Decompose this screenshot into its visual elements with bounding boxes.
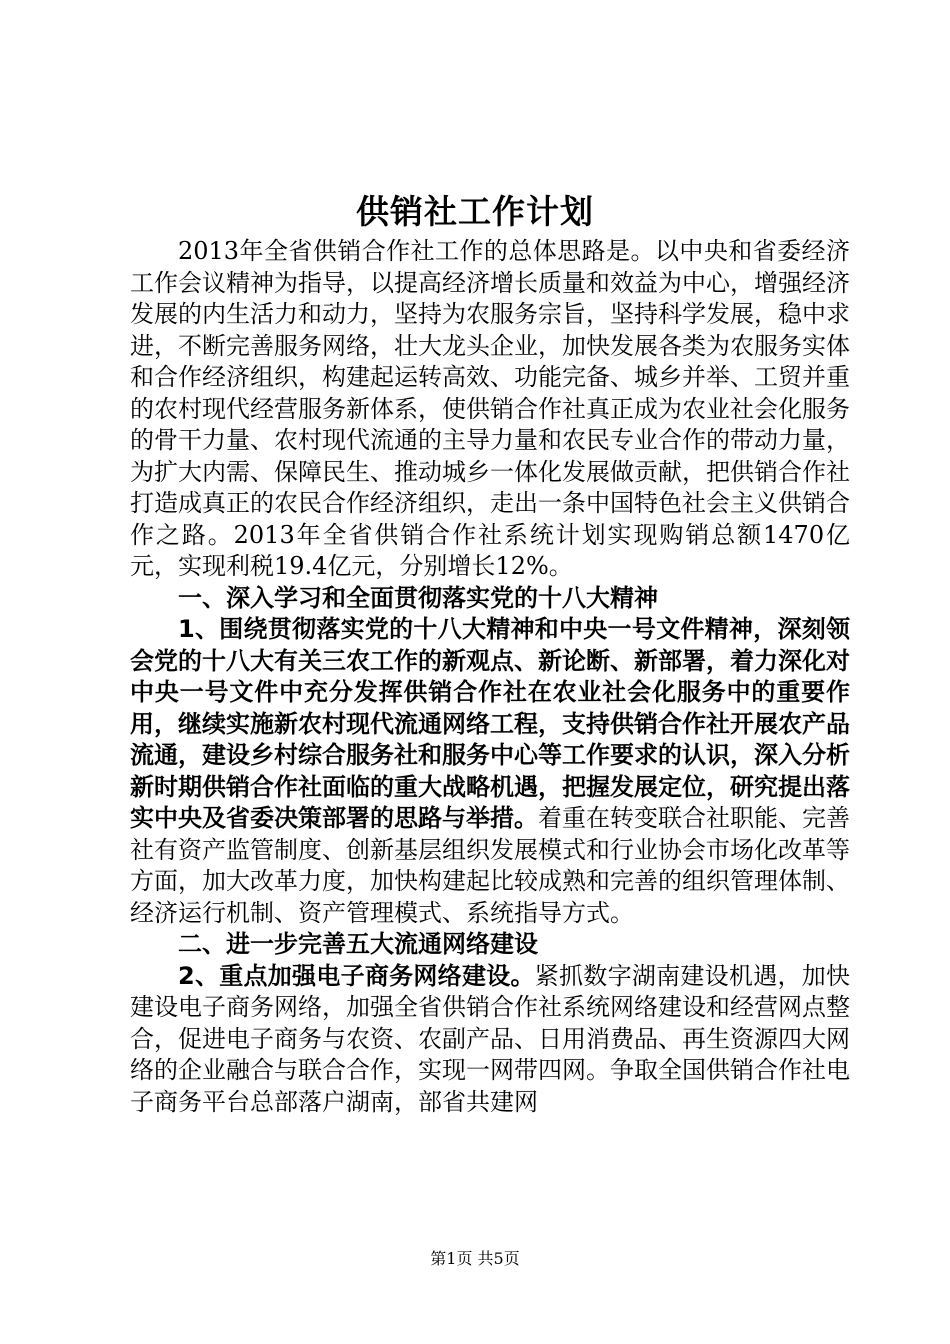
item-1-bold-text: 1、围绕贯彻落实党的十八大精神和中央一号文件精神，深刻领会党的十八大有关三农工作的新观点、新论断、新部署，着力深化对中央一号文件中充分发挥供销合作社在农业社会化服务中的重要作用，继续实施新农村现代流通网络工程，支持供销合作社开展农产品流通，建设乡村综合服务社和服务中心等工作要求的认识，深入分析新时期供销合作社面临的重大战略机遇，把握发展定位，研究提出落实中央及省委决策部署的思路与举措。 [130,615,850,832]
item-1-text: 着重在转变联合社职能、完善社有资产监管制度、创新基层组织发展模式和行业协会市场化改革等方面，加大改革力度，加快构建起比较成熟和完善的组织管理体制、经济运行机制、资产管理模式、系统指导方式。 [130,804,850,927]
item-2-text: 紧抓数字湖南建设机遇，加快建设电子商务网络，加强全省供销合作社系统网络建设和经营网点整合，促进电子商务与农资、农副产品、日用消费品、再生资源四大网络的企业融合与联合合作，实现一网带四网。争取全国供销合作社电子商务平台总部落户湖南，部省共建网 [130,961,851,1116]
document-title: 供销社工作计划 [356,192,594,231]
item-2-bold-text: 2、重点加强电子商务网络建设。 [178,961,535,990]
page-footer: 第1页 共5页 [430,1249,520,1268]
item-1-paragraph [130,614,850,929]
document-body [130,236,850,1118]
item-2-paragraph [130,961,850,1119]
section-2-heading: 二、进一步完善五大流通网络建设 [178,930,538,958]
section-1-heading: 一、深入学习和全面贯彻落实党的十八大精神 [178,583,658,612]
intro-paragraph: 2013年全省供销合作社工作的总体思路是。以中央和省委经济工作会议精神为指导，以提高经济增长质量和效益为中心，增强经济发展的内生活力和动力，坚持为农服务宗旨，坚持科学发展，稳中求进，不断完善服务网络，壮大龙头企业，加快发展各类为农服务实体和合作经济组织，构建起运转高效、功能完备、城乡并举、工贸并重的农村现代经营服务新体系，使供销合作社真正成为农业社会化服务的骨干力量、农村现代流通的主导力量和农民专业合作的带动力量，为扩大内需、保障民生、推动城乡一体化发展做贡献，把供销合作社打造成真正的农民合作经济组织，走出一条中国特色社会主义供销合作之路。2013年全省供销合作社系统计划实现购销总额1470亿元，实现利税19.4亿元，分别增长12%。 [130,237,850,580]
